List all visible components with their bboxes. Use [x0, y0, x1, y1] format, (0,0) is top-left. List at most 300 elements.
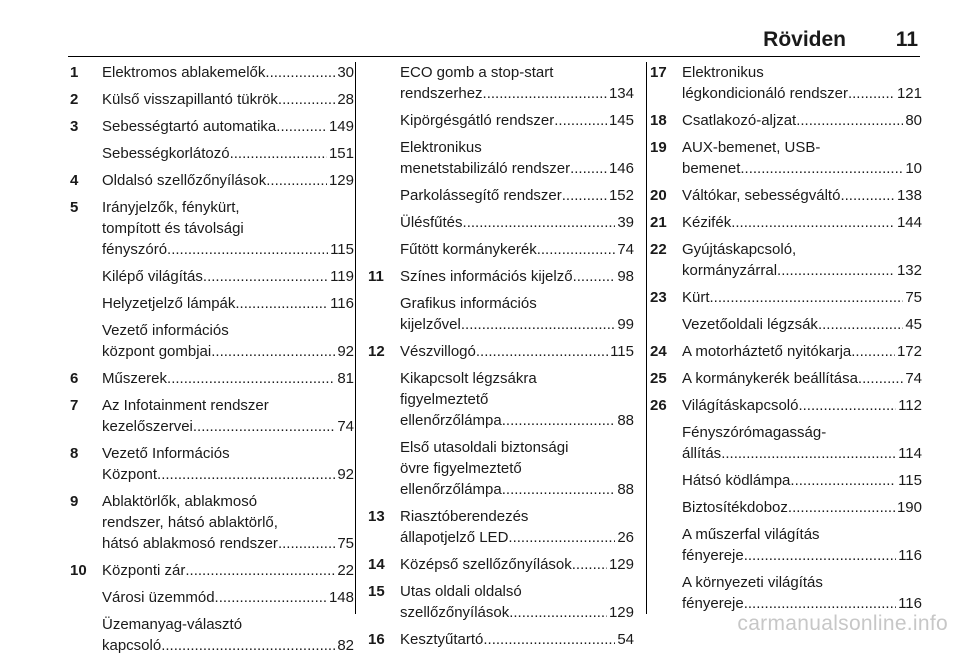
page-reference: 116	[898, 595, 922, 612]
entry-label: fényereje	[682, 595, 744, 612]
callout-number: 15	[368, 583, 385, 600]
entry-last-line	[682, 593, 922, 614]
page-reference: 112	[898, 397, 922, 414]
entry-text	[682, 368, 922, 389]
dot-leader	[483, 83, 607, 104]
callout-number: 10	[70, 562, 87, 579]
callout-number	[368, 293, 400, 335]
entry-label: Vészvillogó	[400, 343, 476, 360]
index-entry	[70, 395, 354, 437]
entry-text	[682, 524, 922, 566]
callout-number	[650, 572, 682, 614]
page-reference: 92	[337, 466, 354, 483]
entry-last-line	[102, 170, 354, 191]
index-entry	[368, 62, 634, 104]
entry-last-line	[102, 464, 354, 485]
page-reference: 39	[617, 214, 634, 231]
callout-number: 12	[368, 343, 385, 360]
entry-line: Gyújtáskapcsoló,	[682, 241, 797, 258]
entry-text	[102, 368, 354, 389]
entry-line: ECO gomb a stop-start	[400, 64, 554, 81]
page-reference: 115	[610, 343, 634, 360]
entry-text	[102, 89, 354, 110]
page-reference: 74	[905, 370, 922, 387]
callout-number: 14	[368, 556, 385, 573]
entry-text	[400, 437, 634, 500]
dot-leader	[731, 212, 895, 233]
callout-number	[368, 368, 400, 431]
entry-label: kezelőszervei	[102, 418, 193, 435]
index-entry	[70, 62, 354, 83]
callout-number: 17	[650, 64, 667, 81]
entry-label: Külső visszapillantó tükrök	[102, 91, 278, 108]
entry-last-line	[102, 239, 354, 260]
entry-last-line	[400, 554, 634, 575]
callout-number	[70, 266, 102, 287]
index-entry	[70, 320, 354, 362]
index-entry	[368, 629, 634, 650]
entry-last-line	[400, 527, 634, 548]
entry-label: kapcsoló	[102, 637, 162, 654]
index-entry	[70, 293, 354, 314]
index-entry	[70, 89, 354, 110]
callout-number: 26	[650, 397, 667, 414]
dot-leader	[167, 368, 335, 389]
entry-last-line	[102, 587, 354, 608]
entry-text	[102, 116, 354, 137]
page-reference: 115	[898, 472, 922, 489]
callout-number: 6	[70, 370, 79, 387]
page-reference: 54	[617, 631, 634, 648]
entry-last-line	[102, 143, 354, 164]
entry-last-line	[682, 395, 922, 416]
entry-text	[682, 239, 922, 281]
callout-number	[650, 422, 682, 464]
entry-label: Városi üzemmód	[102, 589, 215, 606]
index-entry	[650, 341, 922, 362]
callout-number: 2	[70, 91, 79, 108]
entry-last-line	[400, 479, 634, 500]
page-reference: 132	[896, 262, 922, 279]
index-entry	[650, 314, 922, 335]
entry-last-line	[682, 497, 922, 518]
page-reference: 129	[608, 556, 634, 573]
index-entry	[368, 581, 634, 623]
entry-text	[400, 266, 634, 287]
callout-number: 25	[650, 370, 667, 387]
entry-text	[400, 554, 634, 575]
entry-last-line	[682, 314, 922, 335]
entry-last-line	[102, 266, 354, 287]
page-reference: 22	[337, 562, 354, 579]
entry-text	[400, 185, 634, 206]
entry-line: Elektronikus	[682, 64, 764, 81]
entry-text	[400, 629, 634, 650]
dot-leader	[185, 560, 335, 581]
entry-text	[682, 395, 922, 416]
index-entry	[650, 137, 922, 179]
callout-number: 22	[650, 241, 667, 258]
column-divider	[646, 62, 647, 614]
index-entry	[368, 506, 634, 548]
callout-number: 18	[650, 112, 667, 129]
entry-text	[102, 143, 354, 164]
entry-text	[682, 185, 922, 206]
callout-number: 20	[650, 187, 667, 204]
entry-text	[682, 422, 922, 464]
entry-last-line	[400, 83, 634, 104]
entry-text	[102, 197, 354, 260]
entry-line: Az Infotainment rendszer	[102, 397, 269, 414]
callout-number	[70, 614, 102, 656]
entry-last-line	[682, 158, 922, 179]
entry-text	[682, 497, 922, 518]
dot-leader	[796, 110, 903, 131]
page-reference: 45	[905, 316, 922, 333]
page-reference: 116	[330, 295, 354, 312]
page-reference: 115	[330, 241, 354, 258]
dot-leader	[798, 395, 896, 416]
page-number: 11	[895, 28, 918, 51]
page-reference: 144	[896, 214, 922, 231]
entry-label: állítás	[682, 445, 722, 462]
index-entry	[368, 137, 634, 179]
entry-text	[682, 212, 922, 233]
index-column-1	[70, 62, 354, 662]
dot-leader	[790, 470, 896, 491]
page-reference: 149	[328, 118, 354, 135]
entry-label: Középső szellőzőnyílások	[400, 556, 572, 573]
entry-last-line	[682, 545, 922, 566]
entry-label: menetstabilizáló rendszer	[400, 160, 571, 177]
entry-text	[102, 170, 354, 191]
page-reference: 10	[905, 160, 922, 177]
index-entry	[70, 143, 354, 164]
entry-label: Kilépő világítás	[102, 268, 203, 285]
dot-leader	[211, 341, 335, 362]
entry-label: Színes információs kijelző	[400, 268, 573, 285]
entry-last-line	[102, 293, 354, 314]
dot-leader	[777, 260, 895, 281]
index-entry	[368, 239, 634, 260]
index-entry	[650, 497, 922, 518]
entry-last-line	[682, 287, 922, 308]
entry-label: Csatlakozó-aljzat	[682, 112, 797, 129]
callout-number	[650, 470, 682, 491]
entry-label: szellőzőnyílások	[400, 604, 510, 621]
callout-number	[70, 143, 102, 164]
page-reference: 74	[337, 418, 354, 435]
entry-text	[102, 491, 354, 554]
entry-label: Központ	[102, 466, 158, 483]
entry-label: légkondicionáló rendszer	[682, 85, 848, 102]
index-entry	[368, 554, 634, 575]
index-entry	[650, 572, 922, 614]
index-entry	[70, 368, 354, 389]
callout-number: 23	[650, 289, 667, 306]
entry-label: A motorháztető nyitókarja	[682, 343, 852, 360]
dot-leader	[537, 239, 616, 260]
entry-line: Üzemanyag-választó	[102, 616, 243, 633]
entry-label: Kürt	[682, 289, 710, 306]
page-reference: 146	[608, 160, 634, 177]
entry-label: Elektromos ablakemelők	[102, 64, 266, 81]
entry-label: Biztosítékdoboz	[682, 499, 788, 516]
index-entry	[368, 185, 634, 206]
callout-number: 19	[650, 139, 667, 156]
dot-leader	[215, 587, 327, 608]
entry-last-line	[682, 470, 922, 491]
dot-leader	[740, 158, 903, 179]
entry-text	[102, 62, 354, 83]
entry-text	[102, 587, 354, 608]
entry-text	[682, 341, 922, 362]
entry-line: Grafikus információs	[400, 295, 537, 312]
entry-last-line	[102, 635, 354, 656]
entry-label: Fűtött kormánykerék	[400, 241, 537, 258]
entry-line: Első utasoldali biztonsági	[400, 439, 569, 456]
callout-number	[70, 293, 102, 314]
dot-leader	[572, 554, 607, 575]
callout-number	[368, 110, 400, 131]
entry-text	[102, 320, 354, 362]
dot-leader	[461, 314, 615, 335]
entry-text	[682, 572, 922, 614]
entry-label: Műszerek	[102, 370, 168, 387]
entry-label: Sebességtartó automatika	[102, 118, 277, 135]
entry-last-line	[400, 266, 634, 287]
entry-line: övre figyelmeztető	[400, 460, 522, 477]
watermark: carmanualsonline.info	[737, 612, 948, 635]
entry-text	[682, 314, 922, 335]
page-reference: 92	[337, 343, 354, 360]
entry-text	[102, 293, 354, 314]
entry-last-line	[102, 368, 354, 389]
entry-text	[400, 62, 634, 104]
dot-leader	[851, 341, 895, 362]
entry-text	[682, 62, 922, 104]
callout-number	[650, 314, 682, 335]
page-reference: 26	[617, 529, 634, 546]
entry-last-line	[400, 158, 634, 179]
page-reference: 121	[896, 85, 922, 102]
entry-label: Oldalsó szellőzőnyílások	[102, 172, 267, 189]
entry-label: Vezetőoldali légzsák	[682, 316, 818, 333]
dot-leader	[788, 497, 895, 518]
entry-text	[400, 212, 634, 233]
entry-text	[682, 137, 922, 179]
entry-text	[102, 614, 354, 656]
index-entry	[650, 395, 922, 416]
callout-number	[368, 137, 400, 179]
callout-number	[368, 212, 400, 233]
entry-line: Fényszórómagasság-	[682, 424, 827, 441]
entry-last-line	[682, 83, 922, 104]
dot-leader	[858, 368, 903, 389]
callout-number	[70, 320, 102, 362]
entry-last-line	[102, 560, 354, 581]
index-entry	[650, 239, 922, 281]
dot-leader	[276, 116, 327, 137]
dot-leader	[573, 266, 616, 287]
entry-last-line	[682, 110, 922, 131]
dot-leader	[161, 635, 335, 656]
dot-leader	[483, 629, 615, 650]
entry-text	[682, 110, 922, 131]
entry-label: kormányzárral	[682, 262, 778, 279]
index-entry	[70, 266, 354, 287]
index-entry	[650, 470, 922, 491]
callout-number	[368, 62, 400, 104]
page-reference: 114	[898, 445, 922, 462]
entry-text	[682, 470, 922, 491]
index-entry	[70, 197, 354, 260]
entry-text	[400, 506, 634, 548]
callout-number: 21	[650, 214, 667, 231]
entry-text	[400, 581, 634, 623]
entry-last-line	[400, 185, 634, 206]
entry-line: tompított és távolsági	[102, 220, 244, 237]
index-entry	[368, 368, 634, 431]
page-reference: 134	[608, 85, 634, 102]
dot-leader	[509, 602, 607, 623]
index-entry	[650, 185, 922, 206]
entry-label: Váltókar, sebességváltó	[682, 187, 841, 204]
callout-number: 24	[650, 343, 667, 360]
entry-last-line	[102, 416, 354, 437]
entry-last-line	[682, 212, 922, 233]
entry-line: Kikapcsolt légzsákra	[400, 370, 537, 387]
page-reference: 28	[337, 91, 354, 108]
page-title: Röviden	[763, 28, 846, 51]
entry-last-line	[400, 410, 634, 431]
entry-line: A műszerfal világítás	[682, 526, 820, 543]
entry-line: rendszer, hátsó ablaktörlő,	[102, 514, 278, 531]
dot-leader	[502, 410, 616, 431]
entry-last-line	[102, 116, 354, 137]
page-reference: 88	[617, 412, 634, 429]
dot-leader	[848, 83, 895, 104]
entry-text	[400, 239, 634, 260]
dot-leader	[570, 158, 607, 179]
dot-leader	[818, 314, 903, 335]
dot-leader	[266, 170, 327, 191]
entry-label: Hátsó ködlámpa	[682, 472, 791, 489]
entry-label: Kesztyűtartó	[400, 631, 484, 648]
entry-last-line	[682, 341, 922, 362]
entry-line: Ablaktörlők, ablakmosó	[102, 493, 258, 510]
callout-number: 13	[368, 508, 385, 525]
entry-text	[102, 443, 354, 485]
dot-leader	[203, 266, 328, 287]
header-rule	[68, 56, 920, 57]
page-reference: 129	[608, 604, 634, 621]
entry-last-line	[400, 110, 634, 131]
entry-label: kijelzővel	[400, 316, 461, 333]
callout-number: 5	[70, 199, 79, 216]
callout-number	[368, 185, 400, 206]
dot-leader	[230, 143, 327, 164]
page-reference: 75	[337, 535, 354, 552]
page-reference: 138	[896, 187, 922, 204]
index-entry	[368, 212, 634, 233]
page-reference: 116	[898, 547, 922, 564]
dot-leader	[265, 62, 335, 83]
index-entry	[650, 110, 922, 131]
entry-last-line	[102, 341, 354, 362]
dot-leader	[562, 185, 607, 206]
entry-last-line	[400, 341, 634, 362]
entry-label: fényereje	[682, 547, 744, 564]
index-entry	[70, 491, 354, 554]
page-reference: 74	[617, 241, 634, 258]
index-entry	[70, 443, 354, 485]
entry-text	[682, 287, 922, 308]
entry-label: Ülésfűtés	[400, 214, 463, 231]
callout-number: 16	[368, 631, 385, 648]
page-reference: 82	[337, 637, 354, 654]
entry-line: A környezeti világítás	[682, 574, 823, 591]
index-entry	[368, 110, 634, 131]
page-reference: 145	[608, 112, 634, 129]
index-column-2	[368, 62, 634, 656]
entry-label: Világításkapcsoló	[682, 397, 799, 414]
dot-leader	[721, 443, 896, 464]
dot-leader	[278, 533, 335, 554]
callout-number	[368, 239, 400, 260]
callout-number: 3	[70, 118, 79, 135]
entry-last-line	[102, 62, 354, 83]
entry-last-line	[400, 239, 634, 260]
index-entry	[650, 62, 922, 104]
page-reference: 81	[337, 370, 354, 387]
dot-leader	[710, 287, 904, 308]
entry-label: ellenőrzőlámpa	[400, 481, 502, 498]
entry-last-line	[682, 368, 922, 389]
entry-text	[400, 341, 634, 362]
entry-last-line	[400, 212, 634, 233]
dot-leader	[167, 239, 328, 260]
entry-label: Parkolássegítő rendszer	[400, 187, 562, 204]
dot-leader	[193, 416, 335, 437]
dot-leader	[554, 110, 607, 131]
entry-label: Kipörgésgátló rendszer	[400, 112, 555, 129]
entry-label: állapotjelző LED	[400, 529, 509, 546]
entry-text	[102, 560, 354, 581]
dot-leader	[502, 479, 616, 500]
entry-line: Riasztóberendezés	[400, 508, 529, 525]
entry-last-line	[682, 185, 922, 206]
entry-label: Központi zár	[102, 562, 186, 579]
callout-number: 4	[70, 172, 79, 189]
callout-number: 11	[368, 268, 384, 285]
page-reference: 148	[328, 589, 354, 606]
callout-number: 1	[70, 64, 79, 81]
entry-line: Vezető információs	[102, 322, 229, 339]
callout-number: 8	[70, 445, 79, 462]
callout-number	[650, 524, 682, 566]
entry-last-line	[682, 260, 922, 281]
dot-leader	[476, 341, 608, 362]
entry-label: bemenet	[682, 160, 741, 177]
index-entry	[70, 614, 354, 656]
entry-last-line	[400, 629, 634, 650]
page-header	[38, 28, 918, 54]
page-reference: 129	[328, 172, 354, 189]
callout-number: 9	[70, 493, 79, 510]
entry-line: Irányjelzők, fénykürt,	[102, 199, 240, 216]
entry-label: Helyzetjelző lámpák	[102, 295, 236, 312]
